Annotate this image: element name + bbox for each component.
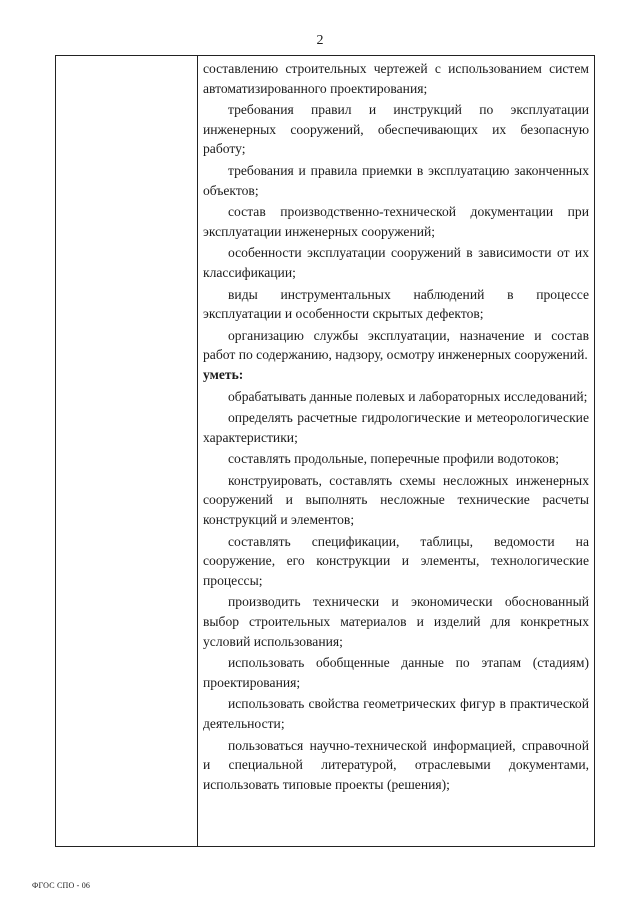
list-item: состав производственно-технической документации при эксплуатации инженерных сооружений;	[203, 204, 589, 239]
list-item: составлять спецификации, таблицы, ведомости на сооружение, его конструкции и элементы, технологические процессы;	[203, 533, 589, 588]
standard-table	[55, 55, 595, 847]
list-item: требования правил и инструкций по эксплуатации инженерных сооружений, обеспечивающих их безопасную работу;	[203, 102, 589, 157]
list-item: использовать свойства геометрических фигур в практической деятельности;	[203, 696, 589, 731]
list-item: определять расчетные гидрологические и метеорологические характеристики;	[203, 410, 589, 445]
list-item: производить технически и экономически обоснованный выбор строительных материалов и изделий для конкретных условий использования;	[203, 594, 589, 649]
list-item: особенности эксплуатации сооружений в зависимости от их классификации;	[203, 245, 589, 280]
page-number: 2	[316, 33, 324, 48]
list-item: составлению строительных чертежей с использованием систем автоматизированного проектирования;	[203, 61, 589, 96]
table-right-column	[203, 59, 589, 794]
section-heading-umet: уметь:	[203, 366, 244, 382]
list-item: конструировать, составлять схемы несложных инженерных сооружений и выполнять несложные технические расчеты конструкций и элементов;	[203, 472, 589, 528]
footer-label: ФГОС СПО - 06	[32, 881, 91, 890]
list-item: обрабатывать данные полевых и лабораторных исследований;	[228, 388, 588, 404]
list-item: использовать обобщенные данные по этапам (стадиям) проектирования;	[203, 655, 589, 690]
list-item: пользоваться научно-технической информацией, справочной и специальной литературой, отраслевыми документами, использовать типовые проекты (решения);	[203, 737, 589, 792]
list-item: организацию службы эксплуатации, назначение и состав работ по содержанию, надзору, осмотру инженерных сооружений.	[203, 327, 589, 363]
list-item: требования и правила приемки в эксплуатацию законченных объектов;	[203, 162, 589, 198]
list-item: составлять продольные, поперечные профили водотоков;	[228, 451, 560, 467]
table-left-column	[56, 56, 198, 846]
list-item: виды инструментальных наблюдений в процессе эксплуатации и особенности скрытых дефектов;	[203, 286, 589, 322]
